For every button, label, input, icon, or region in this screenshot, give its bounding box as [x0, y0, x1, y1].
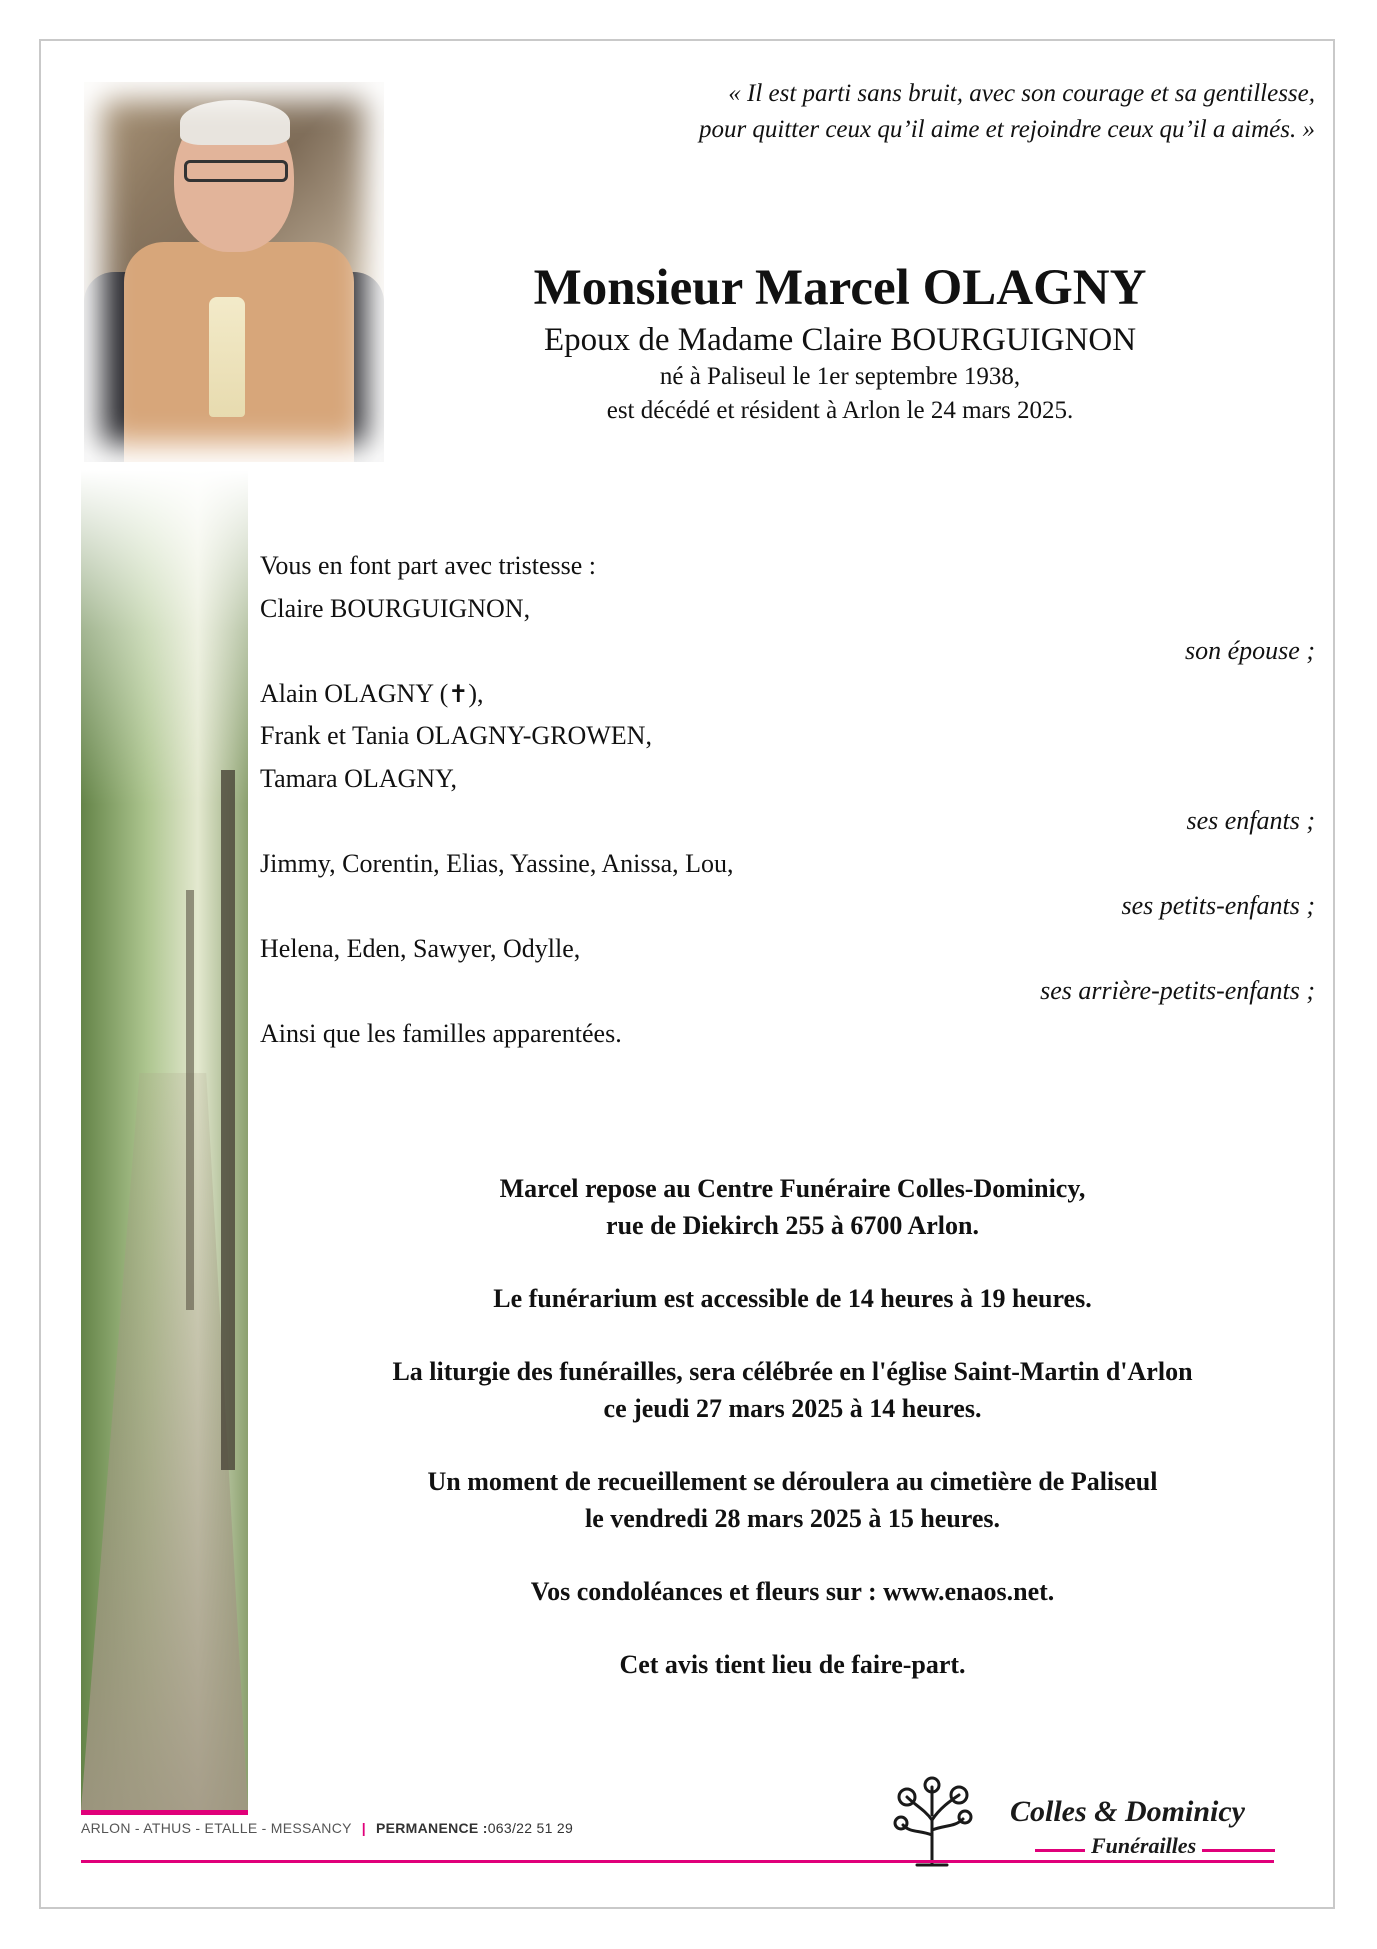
tree-icon — [885, 1775, 980, 1870]
spouse-name: Claire BOURGUIGNON, — [260, 593, 531, 623]
hours-line: Le funérarium est accessible de 14 heures à 19 heures. — [493, 1284, 1092, 1313]
great-grandchildren: Helena, Eden, Sawyer, Odylle, — [260, 933, 581, 963]
funeral-info — [270, 1170, 1315, 1719]
repose-block — [270, 1170, 1315, 1244]
liturgy-line-2: ce jeudi 27 mars 2025 à 14 heures. — [603, 1394, 982, 1423]
footer-separator: | — [361, 1820, 366, 1836]
child-1 — [260, 673, 1315, 716]
child-3: Tamara OLAGNY, — [260, 763, 457, 793]
quote-line-1: « Il est parti sans bruit, avec son courage et sa gentillesse, — [728, 80, 1315, 107]
relatives-line: Ainsi que les familles apparentées. — [260, 1018, 622, 1048]
child-1-end: ), — [468, 678, 484, 708]
great-grandchildren-relation: ses arrière-petits-enfants ; — [1040, 976, 1315, 1005]
footer-contact — [81, 1820, 573, 1836]
forest-path-image — [81, 470, 248, 1810]
children-relation: ses enfants ; — [1186, 806, 1315, 835]
family-intro: Vous en font part avec tristesse : — [260, 551, 596, 580]
deceased-name: Monsieur Marcel OLAGNY — [533, 260, 1147, 316]
footer-rule — [81, 1860, 1274, 1863]
spouse-line: Epoux de Madame Claire BOURGUIGNON — [543, 322, 1137, 358]
brand-subtitle: Funérailles — [1085, 1833, 1202, 1859]
child-1-name: Alain OLAGNY ( — [260, 678, 449, 708]
family-list — [260, 545, 1315, 1055]
repose-line-1: Marcel repose au Centre Funéraire Colles-Dominicy, — [499, 1174, 1086, 1203]
liturgy-block — [270, 1353, 1315, 1427]
quote — [400, 76, 1315, 148]
notice-block — [270, 1646, 1315, 1683]
quote-line-2: pour quitter ceux qu’il aime et rejoindre ceux qu’il a aimés. » — [698, 116, 1315, 143]
accent-bar — [81, 1810, 248, 1815]
cemetery-line-1: Un moment de recueillement se déroulera au cimetière de Paliseul — [427, 1467, 1158, 1496]
spouse-relation: son épouse ; — [1185, 636, 1315, 665]
birth-line: né à Paliseul le 1er septembre 1938, — [659, 363, 1021, 390]
portrait-photo — [84, 82, 384, 462]
footer-locations: ARLON - ATHUS - ETALLE - MESSANCY — [81, 1820, 352, 1836]
cemetery-line-2: le vendredi 28 mars 2025 à 15 heures. — [584, 1504, 1001, 1533]
brand-name: Colles & Dominicy — [1010, 1795, 1245, 1828]
grandchildren-relation: ses petits-enfants ; — [1121, 891, 1315, 920]
death-line: est décédé et résident à Arlon le 24 mars 2025. — [606, 397, 1074, 424]
grandchildren: Jimmy, Corentin, Elias, Yassine, Anissa, Lou, — [260, 848, 734, 878]
permanence-label: PERMANENCE : — [376, 1820, 488, 1836]
funeral-home-logo — [885, 1775, 1285, 1870]
cemetery-block — [270, 1463, 1315, 1537]
cross-icon: ✝ — [448, 679, 469, 708]
notice-line: Cet avis tient lieu de faire-part. — [619, 1650, 966, 1679]
permanence-phone: 063/22 51 29 — [487, 1820, 574, 1836]
condolences-block — [270, 1573, 1315, 1610]
child-2: Frank et Tania OLAGNY-GROWEN, — [260, 721, 652, 750]
repose-line-2: rue de Diekirch 255 à 6700 Arlon. — [606, 1211, 979, 1240]
condolences-line: Vos condoléances et fleurs sur : www.enaos.net. — [530, 1577, 1055, 1606]
deceased-header — [400, 258, 1280, 428]
hours-block — [270, 1280, 1315, 1317]
liturgy-line-1: La liturgie des funérailles, sera célébrée en l'église Saint-Martin d'Arlon — [392, 1357, 1193, 1386]
